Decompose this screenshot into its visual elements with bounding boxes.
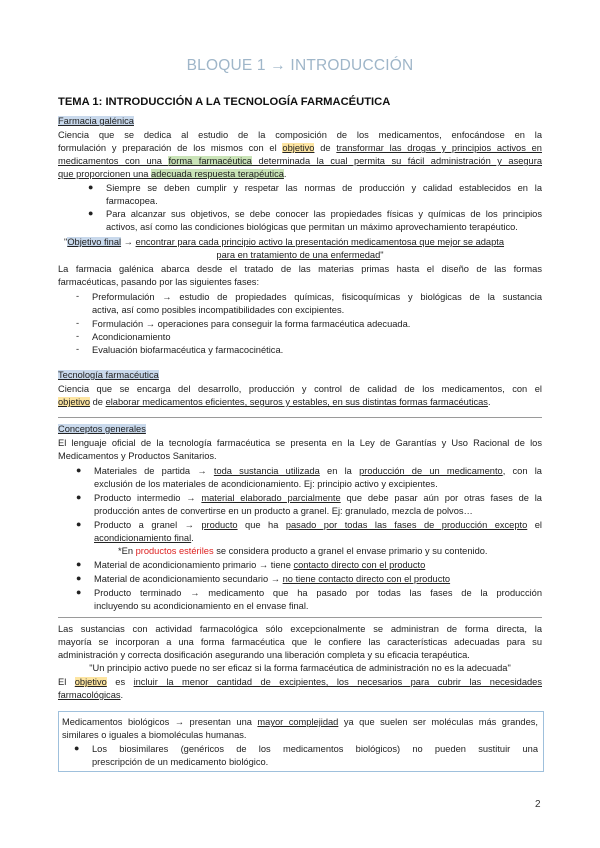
- paragraph-line: La farmacia galénica abarca desde el tratado de las materias primas hasta el diseño de las formas: [58, 264, 542, 274]
- paragraph-line: Medicamentos biológicos → presentan una mayor complejidad ya que suelen ser moléculas más grandes,: [62, 717, 538, 727]
- section-heading-tecnologia-farmaceutica: Tecnología farmacéutica: [58, 370, 159, 380]
- list-item: acondicionamiento final.: [94, 533, 194, 543]
- list-item: incluyendo su acondicionamiento en el envase final.: [94, 601, 309, 611]
- list-item: Producto intermedio → material elaborado parcialmente que debe pasar aún por otras fases de la: [94, 493, 542, 503]
- list-item: Preformulación → estudio de propiedades químicas, fisicoquímicas y biológicas de la sustancia: [92, 292, 542, 302]
- list-item: Producto terminado → medicamento que ha pasado por todas las fases de la producción: [94, 588, 542, 598]
- list-item: Material de acondicionamiento secundario → no tiene contacto directo con el producto: [94, 574, 451, 584]
- note-line: *En productos estériles se considera producto a granel el envase primario y su contenido.: [118, 546, 488, 556]
- bullet-icon: ●: [74, 743, 80, 753]
- list-item: Evaluación biofarmacéutica y farmacocinética.: [92, 345, 284, 355]
- topic-heading: TEMA 1: INTRODUCCIÓN A LA TECNOLOGÍA FARMACÉUTICA: [58, 96, 391, 108]
- bullet-icon: ●: [76, 559, 82, 569]
- list-item: prescripción de un medicamento biológico.: [92, 757, 269, 767]
- paragraph-line: farmacológicas.: [58, 690, 124, 700]
- list-item: Para alcanzar sus objetivos, se debe conocer las propiedades físicas y químicas de los principios: [106, 209, 542, 219]
- page-number: 2: [535, 799, 541, 810]
- paragraph-line: formulación y preparación de los mismos con el objetivo de transformar las drogas y principios activos en: [58, 143, 542, 153]
- quote-line: "Objetivo final → encontrar para cada principio activo la presentación medicamentosa que mejor se adapta: [64, 237, 505, 247]
- list-item: Acondicionamiento: [92, 332, 171, 342]
- list-item: farmacopea.: [106, 196, 158, 206]
- bullet-icon: ●: [76, 492, 82, 502]
- paragraph-line: Ciencia que se dedica al estudio de la composición de los medicamentos, enfocándose en la: [58, 130, 542, 140]
- paragraph-line: El lenguaje oficial de la tecnología farmacéutica se presenta en la Ley de Garantías y Uso Racional de los: [58, 438, 542, 448]
- paragraph-line: Las sustancias con actividad farmacológica sólo excepcionalmente se administran de forma directa, la: [58, 624, 542, 634]
- paragraph-line: similares o iguales a biomoléculas humanas.: [62, 730, 247, 740]
- paragraph-line: El objetivo es incluir la menor cantidad de excipientes, los necesarios para cubrir las necesidades: [58, 677, 542, 687]
- list-item: activa, así como posibles incompatibilidades con excipientes.: [92, 305, 345, 315]
- section-heading-conceptos-generales: Conceptos generales: [58, 424, 146, 434]
- list-item: activos, así como las condiciones biológicas que permitan un máximo aprovechamiento terapéutico.: [106, 222, 518, 232]
- list-item: exclusión de los materiales de acondicionamiento. Ej: principio activo y excipientes.: [94, 479, 438, 489]
- paragraph-line: Ciencia que se encarga del desarrollo, producción y control de calidad de los medicamentos, con el: [58, 384, 542, 394]
- divider: [58, 417, 542, 418]
- list-item: Material de acondicionamiento primario → tiene contacto directo con el producto: [94, 560, 426, 570]
- paragraph-line: administración y correcta dosificación asegurando una liberación completa y su eficacia terapéutica.: [58, 650, 470, 660]
- bullet-icon: ●: [76, 465, 82, 475]
- dash-icon: -: [76, 291, 80, 301]
- bullet-icon: ●: [76, 587, 82, 597]
- paragraph-line: que proporcionen una adecuada respuesta terapéutica.: [58, 169, 287, 179]
- list-item: Formulación → operaciones para conseguir la forma farmacéutica adecuada.: [92, 319, 411, 329]
- paragraph-line: medicamentos con una forma farmacéutica determinada la cual permita su fácil administración y asegura: [58, 156, 542, 166]
- divider: [58, 617, 542, 618]
- block-title: BLOQUE 1 → INTRODUCCIÓN: [186, 57, 414, 74]
- dash-icon: -: [76, 318, 80, 328]
- paragraph-line: farmacéuticas, pasando por las siguientes fases:: [58, 277, 260, 287]
- list-item: Siempre se deben cumplir y respetar las normas de producción y calidad establecidos en la: [106, 183, 542, 193]
- section-heading-farmacia-galenica: Farmacia galénica: [58, 116, 134, 126]
- list-item: Materiales de partida → toda sustancia utilizada en la producción de un medicamento, con la: [94, 466, 542, 476]
- quote-line: para en tratamiento de una enfermedad": [216, 250, 384, 260]
- bullet-icon: ●: [88, 182, 94, 192]
- list-item: Los biosimilares (genéricos de los medicamentos biológicos) no pueden sustituir una: [92, 744, 538, 754]
- bullet-icon: ●: [76, 573, 82, 583]
- list-item: producción antes de convertirse en un producto a granel. Ej: granulado, mezcla de polvos…: [94, 506, 473, 516]
- list-item: Producto a granel → producto que ha pasado por todas las fases de producción excepto el: [94, 520, 542, 530]
- dash-icon: -: [76, 331, 80, 341]
- bullet-icon: ●: [76, 519, 82, 529]
- bullet-icon: ●: [88, 208, 94, 218]
- quote-line: "Un principio activo puede no ser eficaz si la forma farmacéutica de administración no es la adecuada": [89, 663, 511, 673]
- paragraph-line: Medicamentos y Productos Sanitarios.: [58, 451, 217, 461]
- paragraph-line: mayoría se incorporan a una forma farmacéutica que le confiere las características adecuadas para su: [58, 637, 542, 647]
- paragraph-line: objetivo de elaborar medicamentos eficientes, seguros y estables, en sus distintas formas farmacéuticas.: [58, 397, 491, 407]
- dash-icon: -: [76, 344, 80, 354]
